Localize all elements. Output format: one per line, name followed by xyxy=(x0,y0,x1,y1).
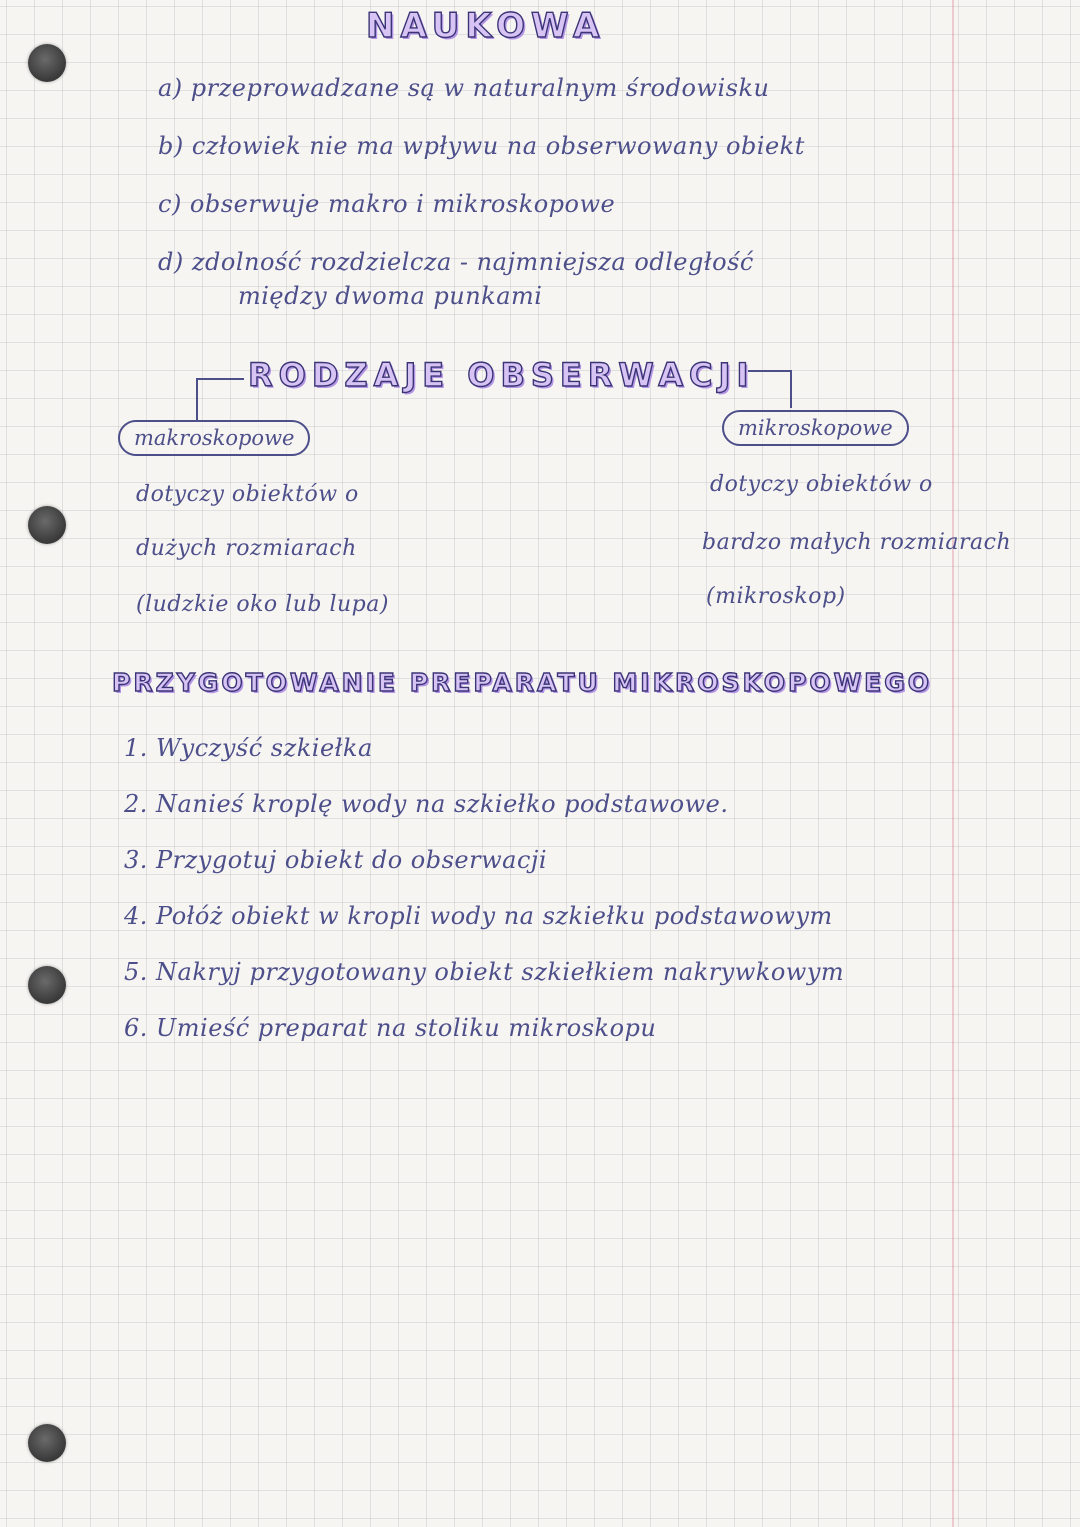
binder-hole xyxy=(28,44,66,82)
step-6: 6. Umieść preparat na stoliku mikroskopu xyxy=(124,1014,657,1042)
margin-line xyxy=(952,0,954,1527)
macro-line-2: dużych rozmiarach xyxy=(136,536,357,561)
binder-hole xyxy=(28,966,66,1004)
macro-line-3: (ludzkie oko lub lupa) xyxy=(136,592,389,617)
point-b: b) człowiek nie ma wpływu na obserwowany obiekt xyxy=(158,132,805,160)
bracket-left xyxy=(196,378,244,420)
micro-line-3: (mikroskop) xyxy=(706,584,846,609)
label-macroscopic: makroskopowe xyxy=(118,420,310,456)
point-d-continued: między dwoma punkami xyxy=(238,282,543,310)
micro-line-2: bardzo małych rozmiarach xyxy=(702,530,1012,555)
binder-hole xyxy=(28,1424,66,1462)
section-title-observations: RODZAJE OBSERWACJI xyxy=(248,356,755,394)
page-title: NAUKOWA xyxy=(366,6,606,46)
step-3: 3. Przygotuj obiekt do obserwacji xyxy=(124,846,547,874)
step-4: 4. Połóż obiekt w kropli wody na szkiełku podstawowym xyxy=(124,902,833,930)
micro-line-1: dotyczy obiektów o xyxy=(710,472,933,497)
section-title-preparation: PRZYGOTOWANIE PREPARATU MIKROSKOPOWEGO xyxy=(112,668,932,697)
label-microscopic: mikroskopowe xyxy=(722,410,909,446)
step-2: 2. Nanieś kroplę wody na szkiełko podstawowe. xyxy=(124,790,729,818)
macro-line-1: dotyczy obiektów o xyxy=(136,482,359,507)
bracket-right xyxy=(748,370,792,408)
binder-hole xyxy=(28,506,66,544)
step-1: 1. Wyczyść szkiełka xyxy=(124,734,373,762)
point-c: c) obserwuje makro i mikroskopowe xyxy=(158,190,616,218)
point-d: d) zdolność rozdzielcza - najmniejsza odległość xyxy=(158,248,754,276)
step-5: 5. Nakryj przygotowany obiekt szkiełkiem nakrywkowym xyxy=(124,958,845,986)
point-a: a) przeprowadzane są w naturalnym środowisku xyxy=(158,74,770,102)
